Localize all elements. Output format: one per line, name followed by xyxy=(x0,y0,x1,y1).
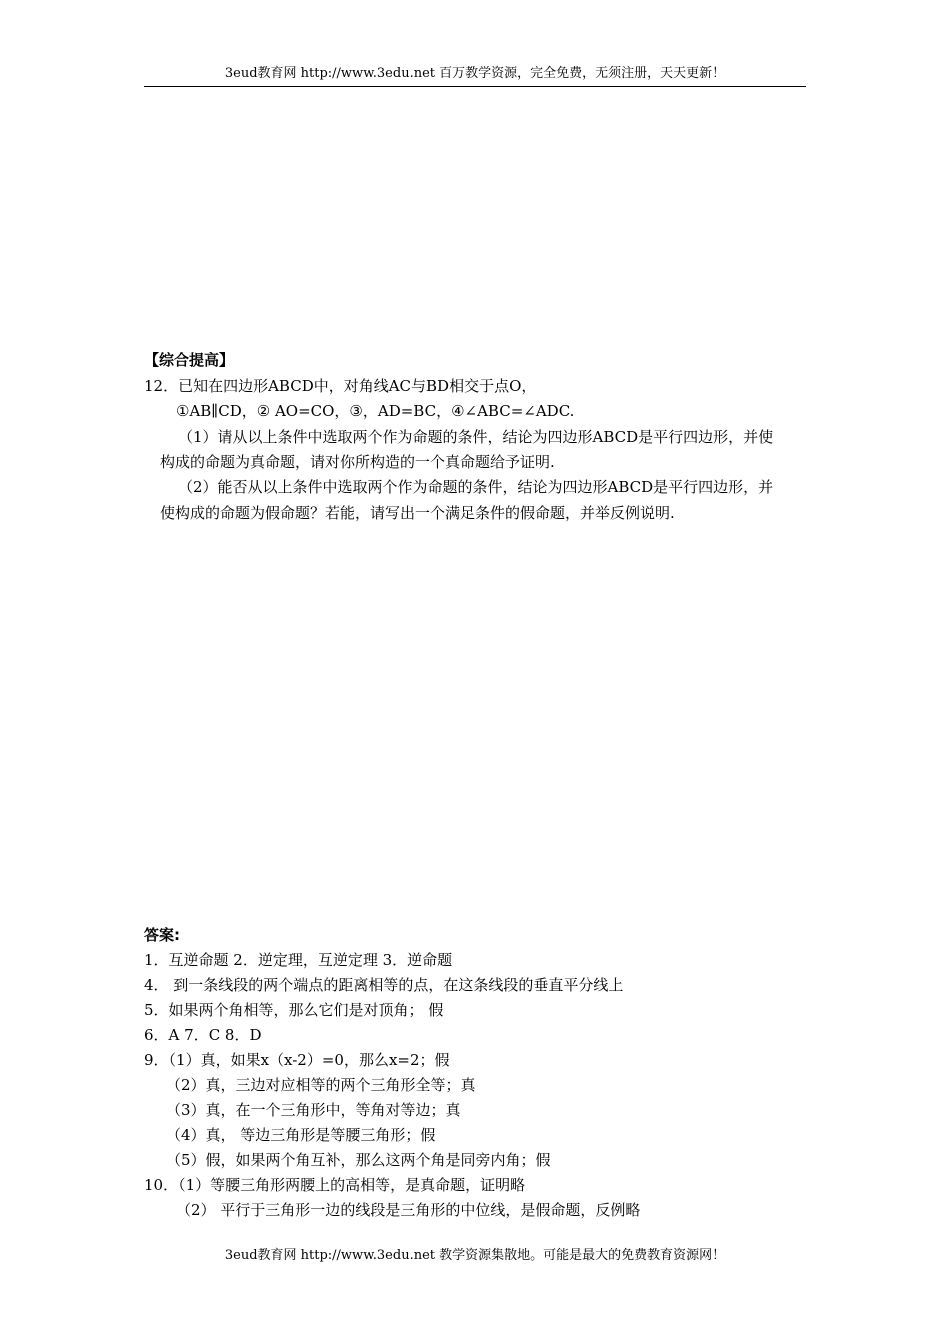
answer-line: （3）真，在一个三角形中，等角对等边；真 xyxy=(166,1101,461,1119)
answer-line: 1．互逆命题 2．逆定理，互逆定理 3．逆命题 xyxy=(144,951,453,969)
answers-title: 答案: xyxy=(144,926,180,944)
question-12-part2-line1: （2）能否从以上条件中选取两个作为命题的条件，结论为四边形ABCD是平行四边形，并 xyxy=(178,478,774,496)
answer-line: 10．（1）等腰三角形两腰上的高相等，是真命题，证明略 xyxy=(144,1176,526,1194)
answer-line: （4）真， 等边三角形是等腰三角形；假 xyxy=(166,1126,436,1144)
question-12-part1-line2: 构成的命题为真命题，请对你所构造的一个真命题给予证明. xyxy=(160,453,555,471)
answer-line: （2） 平行于三角形一边的线段是三角形的中位线，是假命题，反例略 xyxy=(176,1201,641,1219)
page-footer: 3eud教育网 http://www.3edu.net 教学资源集散地。可能是最大的免费教育资源网！ xyxy=(224,1248,726,1263)
answer-line: （5）假，如果两个角互补，那么这两个角是同旁内角；假 xyxy=(166,1151,551,1169)
question-12-part2-line2: 使构成的命题为假命题？若能，请写出一个满足条件的假命题，并举反例说明. xyxy=(160,504,675,522)
answer-line: 5．如果两个角相等，那么它们是对顶角； 假 xyxy=(144,1001,444,1019)
question-12-conditions: ①AB∥CD，② AO=CO，③，AD=BC，④∠ABC=∠ADC. xyxy=(176,402,575,420)
section-title: 【综合提高】 xyxy=(144,351,235,369)
answer-line: 6．A 7．C 8．D xyxy=(144,1026,262,1044)
header-divider xyxy=(144,86,806,87)
question-12-stem: 12．已知在四边形ABCD中，对角线AC与BD相交于点O， xyxy=(144,377,537,395)
page-header: 3eud教育网 http://www.3edu.net 百万教学资源，完全免费，无须注册，天天更新！ xyxy=(224,66,726,81)
answer-line: 9．（1）真，如果x（x-2）=0，那么x=2；假 xyxy=(144,1051,450,1069)
question-12-part1-line1: （1）请从以上条件中选取两个作为命题的条件，结论为四边形ABCD是平行四边形，并使 xyxy=(178,428,774,446)
answer-line: （2）真，三边对应相等的两个三角形全等；真 xyxy=(166,1076,476,1094)
answer-line: 4． 到一条线段的两个端点的距离相等的点，在这条线段的垂直平分线上 xyxy=(144,976,624,994)
